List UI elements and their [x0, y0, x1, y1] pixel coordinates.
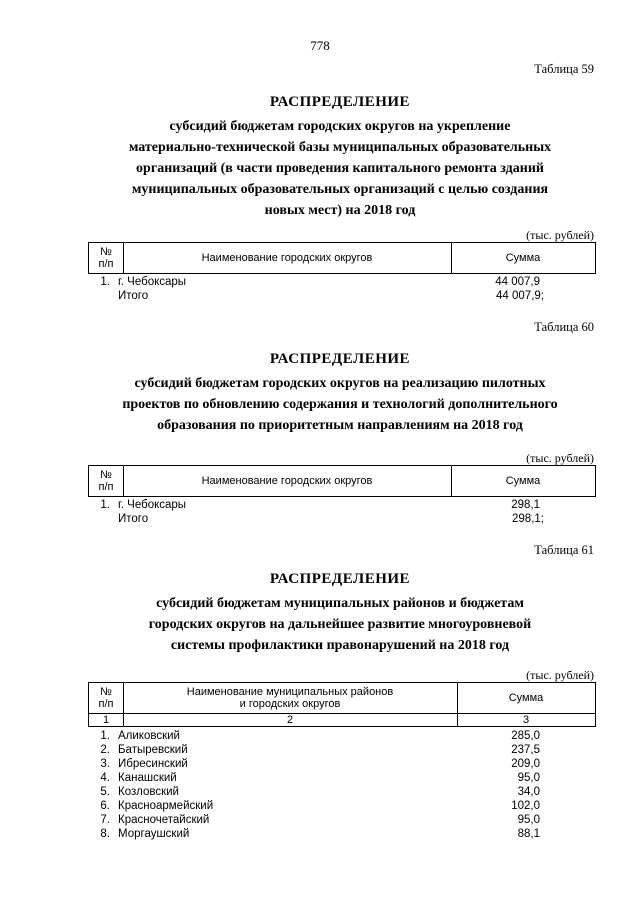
row-name: Канашский [118, 772, 177, 784]
row-number: 6. [100, 800, 110, 812]
row-sum: 95,0 [517, 772, 540, 784]
row-sum: 102,0 [511, 800, 540, 812]
row-name: Итого [118, 290, 149, 302]
unit-label: (тыс. рублей) [526, 668, 594, 682]
row-number: 5. [100, 786, 110, 798]
row-sum: 298,1 [511, 499, 540, 511]
col-header-name: Наименование городских округов [201, 252, 373, 264]
row-sum: 44 007,9 [495, 276, 540, 288]
table-label: Таблица 60 [534, 320, 594, 334]
row-sum: 44 007,9; [496, 290, 544, 302]
col-header-sum: Сумма [505, 475, 541, 487]
column-number-row [88, 714, 596, 727]
table-row-total [88, 512, 596, 526]
col-header-num: № п/п [98, 469, 114, 493]
col-header-name: Наименование муниципальных районов и городских округов [186, 686, 394, 710]
table-row [88, 757, 596, 771]
row-sum: 285,0 [511, 730, 540, 742]
table-header [88, 465, 596, 497]
row-number: 7. [100, 814, 110, 826]
row-number: 1. [100, 276, 110, 288]
row-number: 1. [100, 499, 110, 511]
heading-subtitle-line: субсидий бюджетам муниципальных районов и бюджетам [156, 596, 524, 611]
row-name: Козловский [118, 786, 179, 798]
row-sum: 88,1 [517, 828, 540, 840]
row-name: г. Чебоксары [118, 499, 187, 511]
heading-subtitle-line: субсидий бюджетам городских округов на реализацию пилотных [134, 376, 546, 391]
table-row [88, 498, 596, 512]
row-name: Моргаушский [118, 828, 190, 840]
unit-label: (тыс. рублей) [526, 451, 594, 465]
heading-subtitle-line: субсидий бюджетам городских округов на укрепление [169, 119, 511, 134]
table-row [88, 799, 596, 813]
row-name: Ибресинский [118, 758, 188, 770]
row-name: г. Чебоксары [118, 276, 187, 288]
row-number: 8. [100, 828, 110, 840]
table-label: Таблица 59 [534, 62, 594, 76]
row-name: Красночетайский [118, 814, 210, 826]
heading-subtitle-line: организаций (в части проведения капитального ремонта зданий [136, 161, 544, 176]
table-row [88, 771, 596, 785]
row-number: 3. [100, 758, 110, 770]
page-number: 778 [310, 38, 330, 53]
table-heading-block [70, 349, 610, 436]
row-sum: 95,0 [517, 814, 540, 826]
table-row [88, 813, 596, 827]
heading-subtitle-line: городских округов на дальнейшее развитие многоуровневой [148, 617, 532, 632]
heading-subtitle-line: муниципальных образовательных организаций с целью создания [131, 182, 549, 197]
row-sum: 209,0 [511, 758, 540, 770]
heading-subtitle-line: проектов по обновлению содержания и технологий дополнительного [122, 397, 558, 412]
table-row-total [88, 289, 596, 303]
column-number: 2 [286, 714, 294, 726]
heading-subtitle-line: новых мест) на 2018 год [264, 203, 416, 218]
table-row [88, 827, 596, 841]
heading-subtitle-line: системы профилактики правонарушений на 2018 год [170, 638, 510, 653]
heading-title: РАСПРЕДЕЛЕНИЕ [269, 351, 411, 367]
heading-subtitle-line: образования по приоритетным направлениям на 2018 год [157, 418, 523, 433]
row-name: Красноармейский [118, 800, 214, 812]
column-number: 1 [102, 714, 110, 726]
row-number: 2. [100, 744, 110, 756]
table-label: Таблица 61 [534, 543, 594, 557]
heading-title: РАСПРЕДЕЛЕНИЕ [269, 94, 411, 110]
table-header [88, 682, 596, 714]
row-sum: 298,1; [512, 513, 544, 525]
column-number: 3 [522, 714, 530, 726]
row-sum: 237,5 [511, 744, 540, 756]
table-heading-block [70, 92, 610, 221]
row-name: Батыревский [118, 744, 188, 756]
table-row [88, 275, 596, 289]
col-header-num: № п/п [98, 246, 114, 270]
col-header-sum: Сумма [505, 252, 541, 264]
heading-title: РАСПРЕДЕЛЕНИЕ [269, 571, 411, 587]
row-sum: 34,0 [517, 786, 540, 798]
row-number: 1. [100, 730, 110, 742]
table-heading-block [70, 569, 610, 656]
unit-label: (тыс. рублей) [526, 228, 594, 242]
col-header-num: № п/п [98, 686, 114, 710]
heading-subtitle-line: материально-технической базы муниципальных образовательных [128, 140, 552, 155]
table-row [88, 729, 596, 743]
table-row [88, 785, 596, 799]
col-header-sum: Сумма [508, 692, 544, 704]
row-name: Итого [118, 513, 149, 525]
col-header-name: Наименование городских округов [201, 475, 373, 487]
table-row [88, 743, 596, 757]
table-header [88, 242, 596, 274]
row-number: 4. [100, 772, 110, 784]
row-name: Аликовский [118, 730, 180, 742]
